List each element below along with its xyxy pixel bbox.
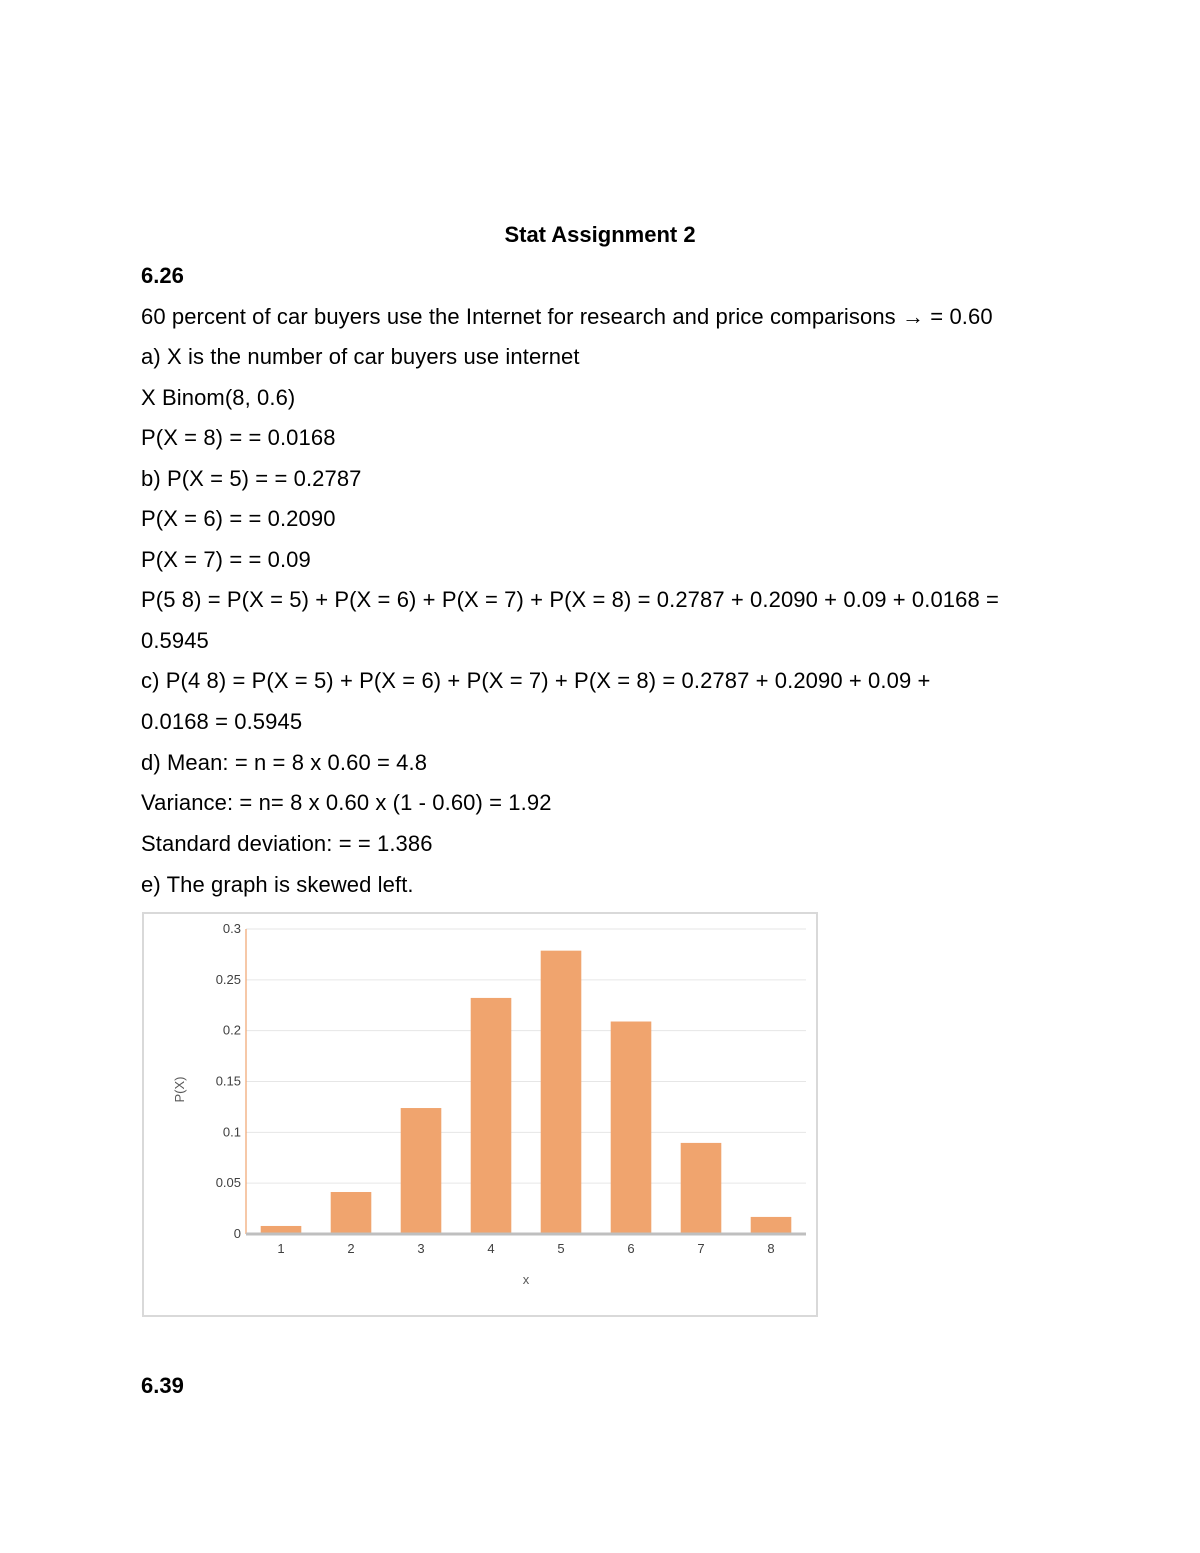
y-tick-label: 0.15 bbox=[215, 1073, 241, 1089]
bar-x-5 bbox=[541, 951, 582, 1234]
text-line-2: a) X is the number of car buyers use internet bbox=[141, 344, 580, 369]
text-line-15: e) The graph is skewed left. bbox=[141, 872, 414, 897]
x-tick-label: 7 bbox=[697, 1241, 705, 1256]
text-line-14: Standard deviation: = = 1.386 bbox=[141, 831, 433, 856]
text-line-4: P(X = 8) = = 0.0168 bbox=[141, 425, 336, 450]
bar-x-7 bbox=[681, 1143, 722, 1234]
x-tick-label: 1 bbox=[277, 1241, 285, 1256]
x-axis-title: x bbox=[522, 1272, 530, 1287]
y-tick-label: 0 bbox=[233, 1226, 241, 1241]
text-line-11: 0.0168 = 0.5945 bbox=[141, 709, 303, 734]
y-tick-label: 0.25 bbox=[215, 971, 241, 987]
text-line-12: d) Mean: = n = 8 x 0.60 = 4.8 bbox=[141, 750, 428, 775]
text-line-5: b) P(X = 5) = = 0.2787 bbox=[141, 466, 362, 491]
text-line-13: Variance: = n= 8 x 0.60 x (1 - 0.60) = 1.92 bbox=[141, 790, 552, 815]
text-line-10: c) P(4 8) = P(X = 5) + P(X = 6) + P(X = 7) + P(X = 8) = 0.2787 + 0.2090 + 0.09 + bbox=[141, 668, 931, 693]
bar-x-2 bbox=[331, 1192, 372, 1234]
bar-x-8 bbox=[751, 1217, 792, 1234]
y-tick-label: 0.1 bbox=[222, 1124, 241, 1140]
x-tick-label: 5 bbox=[557, 1241, 565, 1256]
y-tick-label: 0.05 bbox=[215, 1175, 241, 1191]
bar-x-6 bbox=[611, 1022, 652, 1234]
chart-canvas bbox=[144, 914, 816, 1315]
text-line-9: 0.5945 bbox=[141, 628, 209, 653]
text-line-8: P(5 8) = P(X = 5) + P(X = 6) + P(X = 7) + P(X = 8) = 0.2787 + 0.2090 + 0.09 + 0.0168 = bbox=[141, 587, 999, 612]
bar-x-3 bbox=[401, 1108, 442, 1234]
text-line-3: X Binom(8, 0.6) bbox=[141, 385, 296, 410]
y-axis-title: P(X) bbox=[172, 1076, 187, 1103]
x-tick-label: 3 bbox=[417, 1241, 425, 1256]
y-tick-label: 0.3 bbox=[222, 921, 241, 936]
binomial-bar-chart bbox=[142, 912, 818, 1317]
text-line-6: P(X = 6) = = 0.2090 bbox=[141, 506, 336, 531]
y-tick-label: 0.2 bbox=[222, 1022, 241, 1038]
section-heading-6-26: 6.26 bbox=[141, 263, 184, 288]
bar-x-4 bbox=[471, 998, 512, 1234]
x-tick-label: 8 bbox=[767, 1241, 775, 1256]
x-tick-label: 4 bbox=[487, 1241, 495, 1256]
x-tick-label: 6 bbox=[627, 1241, 635, 1256]
section-heading-6-39: 6.39 bbox=[141, 1373, 184, 1398]
document-title: Stat Assignment 2 bbox=[504, 222, 696, 247]
text-line-7: P(X = 7) = = 0.09 bbox=[141, 547, 311, 572]
x-tick-label: 2 bbox=[347, 1241, 355, 1256]
text-line-1: 60 percent of car buyers use the Internet for research and price comparisons → = 0.60 bbox=[141, 304, 993, 329]
